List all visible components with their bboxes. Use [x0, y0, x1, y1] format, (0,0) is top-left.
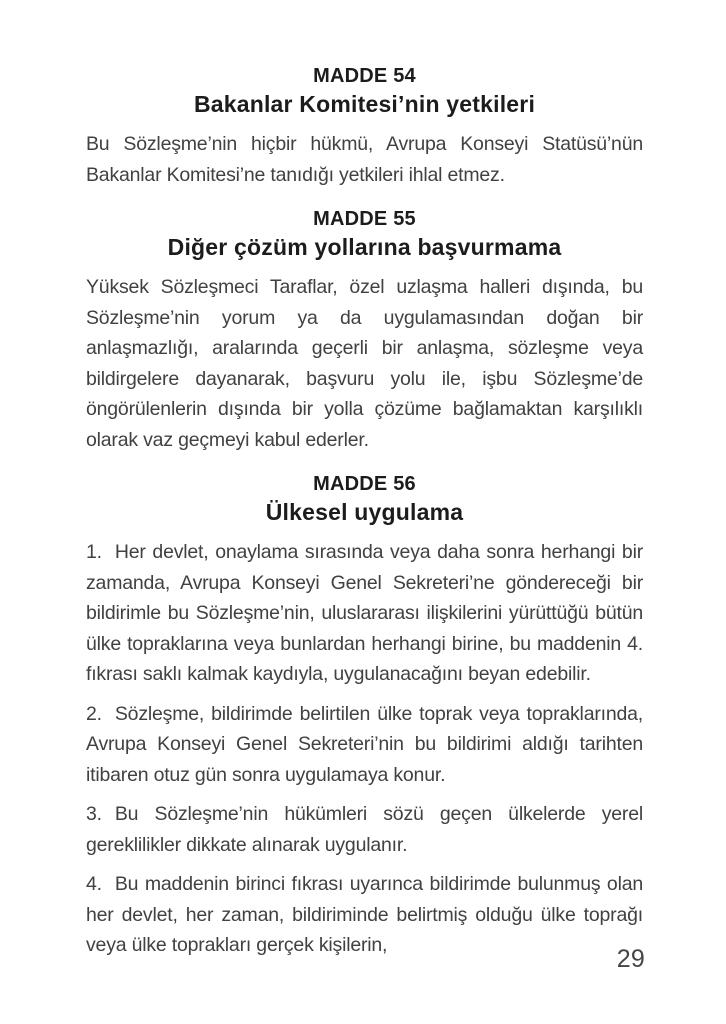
body-paragraph [86, 869, 643, 961]
paragraph-text: Bu Sözleşme’nin hiçbir hükmü, Avrupa Konseyi Statüsü’nün Bakanlar Komitesi’ne tanıdığı yetkileri ihlal etmez. [86, 133, 643, 186]
paragraph-text: Yüksek Sözleşmeci Taraflar, özel uzlaşma halleri dışında, bu Sözleşme’nin yorum ya da uygulamasından doğan bir anlaşmazlığı, aralarında geçerli bir anlaşma, sözleşme veya bildirgelere dayanarak, başvuru yolu ile, işbu Sözleşme’de öngörülenlerin dışında bir yolla çözüme bağlamaktan karşılıklı olarak vaz geçmeyi kabul ederler. [86, 276, 643, 451]
article-body [86, 537, 643, 961]
paragraph-number: 2. [86, 702, 102, 725]
body-paragraph [86, 799, 643, 860]
page-content [86, 64, 643, 961]
paragraph-number: 4. [86, 873, 102, 895]
paragraph-text: Her devlet, onaylama sırasında veya daha sonra herhangi bir zamanda, Avrupa Konseyi Genel Sekreteri’ne göndereceği bir bildirimle bu Sözleşme’nin, uluslararası ilişkilerini yürüttüğü bütün ülke topraklarına veya bunlardan herhangi birine, bu maddenin 4. fıkrası saklı kalmak kaydıyla, uygulanacağını beyan edebilir. [86, 541, 643, 685]
article-subheading: Diğer çözüm yollarına başvurmama [167, 234, 562, 260]
paragraph-number: 3. [86, 803, 102, 825]
article-section [86, 207, 643, 455]
body-paragraph [86, 272, 643, 455]
article-heading: MADDE 54 [313, 65, 416, 87]
page-number: 29 [616, 945, 645, 973]
paragraph-text: Sözleşme, bildirimde belirtilen ülke toprak veya topraklarında, Avrupa Konseyi Genel Sekreteri’nin bu bildirimi aldığı tarihten itibaren otuz gün sonra uygulamaya konur. [86, 702, 643, 786]
article-subheading: Bakanlar Komitesi’nin yetkileri [193, 91, 536, 117]
article-body [86, 272, 643, 455]
article-section [86, 64, 643, 190]
body-paragraph [86, 537, 643, 690]
body-paragraph [86, 129, 643, 190]
article-body [86, 129, 643, 190]
article-heading: MADDE 55 [313, 208, 416, 230]
article-heading: MADDE 56 [313, 473, 416, 495]
paragraph-text: Bu maddenin birinci fıkrası uyarınca bildirimde bulunmuş olan her devlet, her zaman, bildiriminde belirtmiş olduğu ülke toprağı veya ülke toprakları gerçek kişilerin, [86, 873, 643, 956]
paragraph-number: 1. [86, 541, 102, 563]
article-section [86, 472, 643, 961]
paragraph-text: Bu Sözleşme’nin hükümleri sözü geçen ülkelerde yerel gereklilikler dikkate alınarak uygulanır. [86, 803, 643, 856]
article-subheading: Ülkesel uygulama [265, 499, 464, 525]
body-paragraph [86, 699, 643, 791]
